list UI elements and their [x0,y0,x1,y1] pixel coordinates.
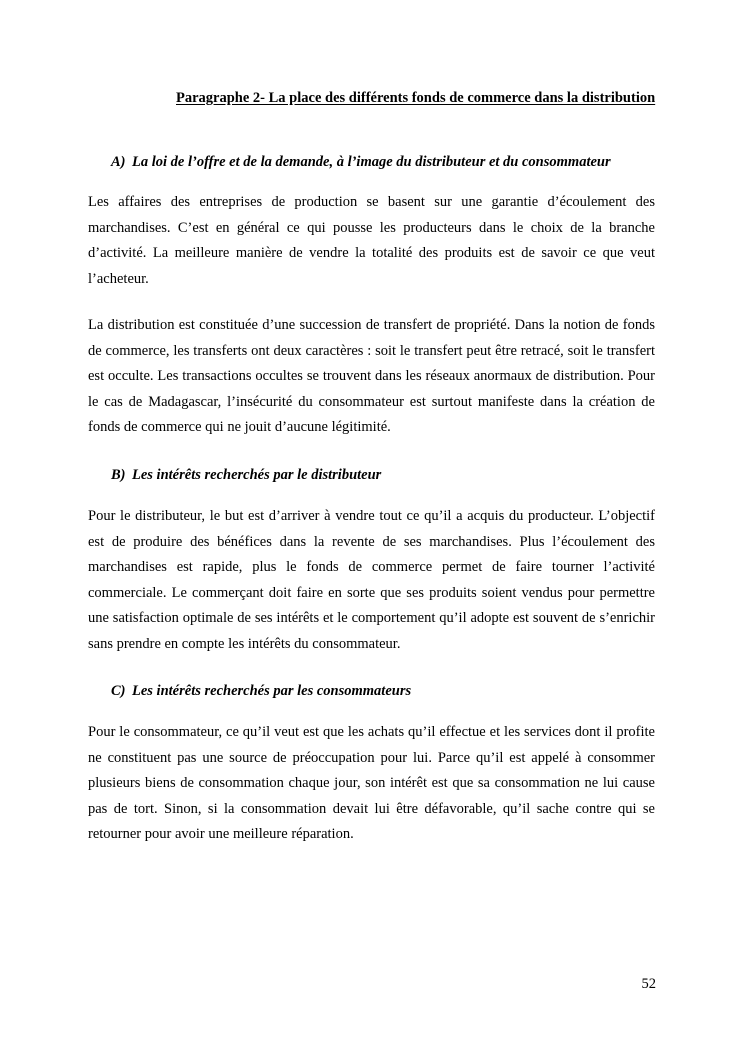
section-c-letter: C) [111,683,126,699]
section-a-letter: A) [111,154,126,170]
page-number: 52 [641,976,656,992]
paragraph-heading: Paragraphe 2- La place des différents fonds de commerce dans la distribution [176,90,656,106]
section-b-letter: B) [111,467,126,483]
section-a-paragraph-1: Les affaires des entreprises de production se basent sur une garantie d’écoulement des marchandises. C’est en général ce qui pousse les producteurs dans le choix de la branche d’activité. La meilleure manière de vendre la totalité des produits est de savoir ce que veut l’acheteur. [88,194,655,287]
section-a-heading [111,152,611,172]
section-c-paragraph-1: Pour le consommateur, ce qu’il veut est que les achats qu’il effectue et les services dont il profite ne constituent pas une source de préoccupation pour lui. Parce qu’il est appelé à consommer plusieurs biens de consommation chaque jour, son intérêt est que sa consommation ne lui cause pas de tort. Sinon, si la consommation devait lui être défavorable, qu’il sache contre qui se retourner pour avoir une meilleure réparation. [88,724,655,842]
section-b-heading [111,465,381,485]
section-a-paragraph-2: La distribution est constituée d’une succession de transfert de propriété. Dans la notion de fonds de commerce, les transferts ont deux caractères : soit le transfert peut être retracé, soit le transfert est occulte. Les transactions occultes se trouvent dans les réseaux anormaux de distribution. Pour le cas de Madagascar, l’insécurité du consommateur est surtout manifeste dans la création de fonds de commerce qui ne jouit d’aucune légitimité. [88,317,655,435]
section-c-title: Les intérêts recherchés par les consommateurs [132,683,412,699]
section-c-heading [111,681,411,701]
section-a-title: La loi de l’offre et de la demande, à l’image du distributeur et du consommateur [132,154,611,170]
section-b-title: Les intérêts recherchés par le distributeur [132,467,382,483]
section-b-paragraph-1: Pour le distributeur, le but est d’arriver à vendre tout ce qu’il a acquis du producteur. L’objectif est de produire des bénéfices dans la revente de ses marchandises. Plus l’écoulement des marchandises est rapide, plus le fonds de commerce permet de faire tourner l’activité commerciale. Le commerçant doit faire en sorte que ses produits soient vendus pour permettre une satisfaction optimale de ses intérêts et le comportement qu’il adopte est souvent de s’enrichir sans prendre en compte les intérêts du consommateur. [88,508,655,652]
